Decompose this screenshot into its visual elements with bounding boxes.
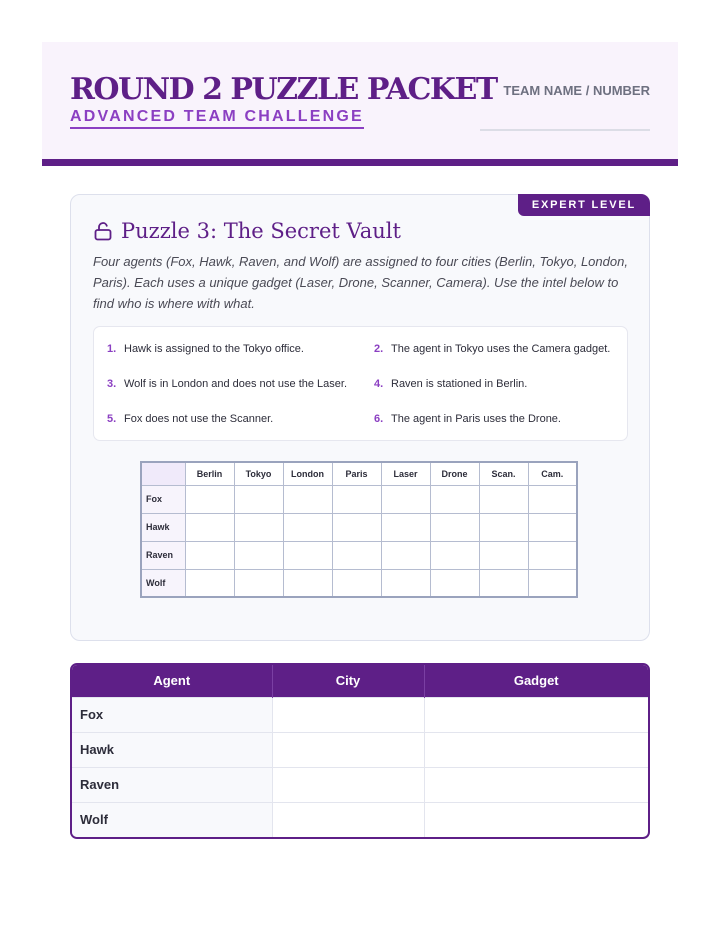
- grid-column-header: Drone: [430, 462, 479, 485]
- grid-row-label: Wolf: [141, 569, 185, 597]
- answer-table-header: [72, 665, 648, 697]
- answer-agent-name: Wolf: [72, 802, 272, 837]
- clue-text: Wolf is in London and does not use the Laser.: [124, 378, 348, 390]
- grid-cell[interactable]: [430, 541, 479, 569]
- grid-cell[interactable]: [381, 541, 430, 569]
- answer-row: [72, 697, 648, 732]
- grid-cell[interactable]: [430, 485, 479, 513]
- page-header: [42, 42, 678, 166]
- grid-cell[interactable]: [332, 569, 381, 597]
- grid-cell[interactable]: [381, 485, 430, 513]
- answer-city-cell[interactable]: [272, 802, 424, 837]
- answer-column-header: Agent: [72, 665, 272, 697]
- clue-number: 5.: [107, 413, 117, 425]
- grid-cell[interactable]: [479, 541, 528, 569]
- grid-cell[interactable]: [185, 541, 234, 569]
- answer-row: [72, 732, 648, 767]
- grid-cell[interactable]: [479, 569, 528, 597]
- grid-corner-cell: [141, 462, 185, 485]
- grid-column-header: Cam.: [528, 462, 577, 485]
- grid-column-header: Scan.: [479, 462, 528, 485]
- logic-grid-row: [141, 485, 577, 513]
- grid-cell[interactable]: [479, 485, 528, 513]
- puzzle-card: [70, 194, 650, 641]
- grid-cell[interactable]: [234, 513, 283, 541]
- team-name-label: TEAM NAME / NUMBER: [503, 83, 650, 98]
- answer-column-header: City: [272, 665, 424, 697]
- puzzle-heading: [93, 219, 401, 243]
- clue-item: [107, 377, 347, 391]
- grid-column-header: Berlin: [185, 462, 234, 485]
- clue-number: 6.: [374, 413, 384, 425]
- grid-column-header: London: [283, 462, 332, 485]
- grid-cell[interactable]: [332, 513, 381, 541]
- grid-cell[interactable]: [234, 485, 283, 513]
- grid-cell[interactable]: [185, 569, 234, 597]
- grid-row-label: Raven: [141, 541, 185, 569]
- grid-cell[interactable]: [430, 569, 479, 597]
- answer-gadget-cell[interactable]: [424, 697, 648, 732]
- page-subtitle: ADVANCED TEAM CHALLENGE: [70, 108, 364, 129]
- answer-agent-name: Hawk: [72, 732, 272, 767]
- grid-cell[interactable]: [283, 485, 332, 513]
- logic-grid-row: [141, 569, 577, 597]
- grid-cell[interactable]: [332, 485, 381, 513]
- answer-gadget-cell[interactable]: [424, 802, 648, 837]
- clue-text: Raven is stationed in Berlin.: [391, 378, 528, 390]
- grid-cell[interactable]: [528, 569, 577, 597]
- grid-cell[interactable]: [234, 569, 283, 597]
- team-name-field[interactable]: [480, 129, 650, 131]
- answer-gadget-cell[interactable]: [424, 732, 648, 767]
- answer-agent-name: Fox: [72, 697, 272, 732]
- answer-column-header: Gadget: [424, 665, 648, 697]
- clue-number: 3.: [107, 378, 117, 390]
- difficulty-badge: EXPERT LEVEL: [518, 194, 650, 216]
- clue-text: The agent in Paris uses the Drone.: [391, 413, 561, 425]
- grid-cell[interactable]: [528, 513, 577, 541]
- grid-cell[interactable]: [185, 513, 234, 541]
- answer-city-cell[interactable]: [272, 697, 424, 732]
- answer-gadget-cell[interactable]: [424, 767, 648, 802]
- grid-cell[interactable]: [234, 541, 283, 569]
- answer-table: [70, 663, 650, 839]
- grid-cell[interactable]: [381, 513, 430, 541]
- grid-column-header: Tokyo: [234, 462, 283, 485]
- grid-cell[interactable]: [381, 569, 430, 597]
- grid-cell[interactable]: [283, 569, 332, 597]
- clue-item: [374, 412, 614, 426]
- grid-cell[interactable]: [430, 513, 479, 541]
- puzzle-intro: Four agents (Fox, Hawk, Raven, and Wolf) are assigned to four cities (Berlin, Tokyo, London, Paris). Each uses a unique gadget (Laser, Drone, Scanner, Camera). Use the intel below to find who is where with what.: [93, 254, 628, 311]
- grid-row-label: Hawk: [141, 513, 185, 541]
- answer-city-cell[interactable]: [272, 767, 424, 802]
- clue-text: Hawk is assigned to the Tokyo office.: [124, 343, 304, 355]
- grid-column-header: Laser: [381, 462, 430, 485]
- grid-cell[interactable]: [185, 485, 234, 513]
- clue-number: 4.: [374, 378, 384, 390]
- clue-item: [374, 342, 614, 356]
- padlock-open-icon: [93, 221, 113, 241]
- grid-cell[interactable]: [528, 485, 577, 513]
- answer-row: [72, 767, 648, 802]
- clue-number: 1.: [107, 343, 117, 355]
- clue-text: Fox does not use the Scanner.: [124, 413, 274, 425]
- answer-agent-name: Raven: [72, 767, 272, 802]
- grid-cell[interactable]: [283, 513, 332, 541]
- clue-text: The agent in Tokyo uses the Camera gadget.: [391, 343, 611, 355]
- clue-number: 2.: [374, 343, 384, 355]
- clue-item: [107, 342, 347, 356]
- answer-city-cell[interactable]: [272, 732, 424, 767]
- puzzle-title: Puzzle 3: The Secret Vault: [121, 219, 401, 243]
- grid-cell[interactable]: [283, 541, 332, 569]
- grid-cell[interactable]: [479, 513, 528, 541]
- grid-cell[interactable]: [332, 541, 381, 569]
- logic-grid-header: [141, 462, 577, 485]
- logic-grid-row: [141, 513, 577, 541]
- page-title: ROUND 2 PUZZLE PACKET: [70, 72, 497, 107]
- clue-list: [93, 326, 628, 441]
- answer-row: [72, 802, 648, 837]
- grid-row-label: Fox: [141, 485, 185, 513]
- clue-item: [107, 412, 347, 426]
- logic-grid-row: [141, 541, 577, 569]
- logic-grid: [140, 461, 578, 598]
- grid-column-header: Paris: [332, 462, 381, 485]
- clue-item: [374, 377, 614, 391]
- grid-cell[interactable]: [528, 541, 577, 569]
